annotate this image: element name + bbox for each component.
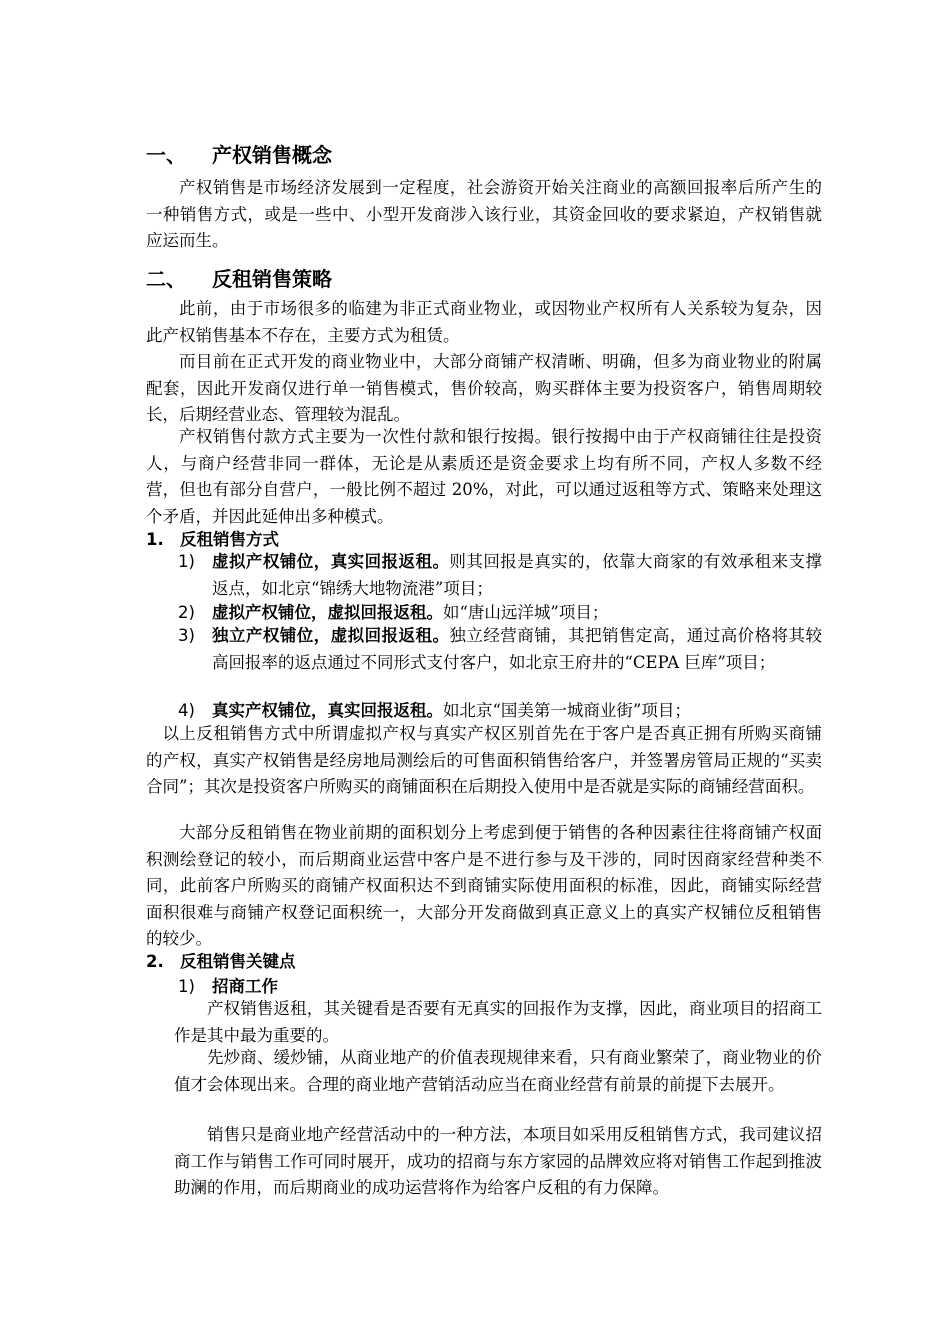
list-item-number: 1): [178, 552, 195, 571]
paragraph: 产权销售付款方式主要为一次性付款和银行按揭。银行按揭中由于产权商铺往往是投资人，与商户经营非同一群体，无论是从素质还是资金要求上均有所不同，产权人多数不经营，但也有部分自营户，一般比例不超过 20%，对此，可以通过返租等方式、策略来处理这个矛盾，并因此延伸出多种模式。: [146, 427, 822, 526]
subsection-heading: [146, 526, 279, 550]
list-item-lead: 真实产权铺位，真实回报返租。: [212, 701, 443, 720]
subsection-heading: [146, 948, 296, 972]
sub-subsection-title: 招商工作: [212, 977, 278, 996]
list-item-number: 4): [178, 701, 195, 720]
paragraph: 而目前在正式开发的商业物业中，大部分商铺产权清晰、明确，但多为商业物业的附属配套，因此开发商仅进行单一销售模式，售价较高，购买群体主要为投资客户，销售周期较长，后期经营业态、管理较为混乱。: [146, 352, 822, 424]
list-item: [178, 549, 822, 602]
subsection-number: 2.: [146, 952, 164, 971]
list-item-lead: 独立产权铺位，虚拟回报返租。: [212, 626, 450, 645]
section-title: 产权销售概念: [212, 143, 332, 167]
sub-subsection-number: 1): [178, 977, 195, 996]
section-number: 二、: [146, 267, 186, 291]
section-heading-1: [146, 139, 332, 168]
section-number: 一、: [146, 143, 186, 167]
sub-subsection-heading: [178, 973, 278, 997]
paragraph: 销售只是商业地产经营活动中的一种方法，本项目如采用反租销售方式，我司建议招商工作与销售工作可同时展开，成功的招商与东方家园的品牌效应将对销售工作起到推波助澜的作用，而后期商业的成功运营将作为给客户反租的有力保障。: [174, 1125, 822, 1197]
paragraph: 此前，由于市场很多的临建为非正式商业物业，或因物业产权所有人关系较为复杂，因此产权销售基本不存在，主要方式为租赁。: [146, 299, 822, 345]
list-item-text: 如北京“国美第一城商业街”项目；: [443, 701, 691, 720]
list-item-lead: 虚拟产权铺位，真实回报返租。: [212, 552, 450, 571]
list-item: [178, 623, 822, 676]
list-item-text: 独立经营商铺，其把销售定高，通过高价格将其较高回报率的返点通过不同形式支付客户，如北京王府井的“CEPA 巨库”项目；: [212, 626, 823, 672]
list-item-lead: 虚拟产权铺位，虚拟回报返租。: [212, 603, 443, 622]
paragraph: 先炒商、缓炒铺，从商业地产的价值表现规律来看，只有商业繁荣了，商业物业的价值才会体现出来。合理的商业地产营销活动应当在商业经营有前景的前提下去展开。: [174, 1048, 822, 1094]
paragraph: 产权销售是市场经济发展到一定程度，社会游资开始关注商业的高额回报率后所产生的一种销售方式，或是一些中、小型开发商涉入该行业，其资金回收的要求紧迫，产权销售就应运而生。: [146, 178, 822, 250]
subsection-title: 反租销售方式: [180, 530, 279, 549]
paragraph: 以上反租销售方式中所谓虚拟产权与真实产权区别首先在于客户是否真正拥有所购买商铺的产权，真实产权销售是经房地局测绘后的可售面积销售给客户，并签署房管局正规的“买卖合同”；其次是投资客户所购买的商铺面积在后期投入使用中是否就是实际的商铺经营面积。: [146, 724, 822, 796]
section-title: 反租销售策略: [212, 267, 332, 291]
paragraph: 大部分反租销售在物业前期的面积划分上考虑到便于销售的各种因素往往将商铺产权面积测绘登记的较小，而后期商业运营中客户是不进行参与及干涉的，同时因商家经营种类不同，此前客户所购买的商铺产权面积达不到商铺实际使用面积的标准，因此，商铺实际经营面积很难与商铺产权登记面积统一，大部分开发商做到真正意义上的真实产权铺位反租销售的较少。: [146, 823, 822, 948]
section-heading-2: [146, 263, 332, 292]
list-item-text: 如“唐山远洋城”项目；: [443, 603, 609, 622]
paragraph: 产权销售返租，其关键看是否要有无真实的回报作为支撑，因此，商业项目的招商工作是其中最为重要的。: [174, 999, 822, 1045]
list-item-text: 则其回报是真实的，依靠大商家的有效承租来支撑返点，如北京“锦绣大地物流港”项目；: [212, 552, 823, 598]
list-item-number: 2): [178, 603, 195, 622]
list-item-number: 3): [178, 626, 195, 645]
subsection-title: 反租销售关键点: [180, 952, 296, 971]
subsection-number: 1.: [146, 530, 164, 549]
